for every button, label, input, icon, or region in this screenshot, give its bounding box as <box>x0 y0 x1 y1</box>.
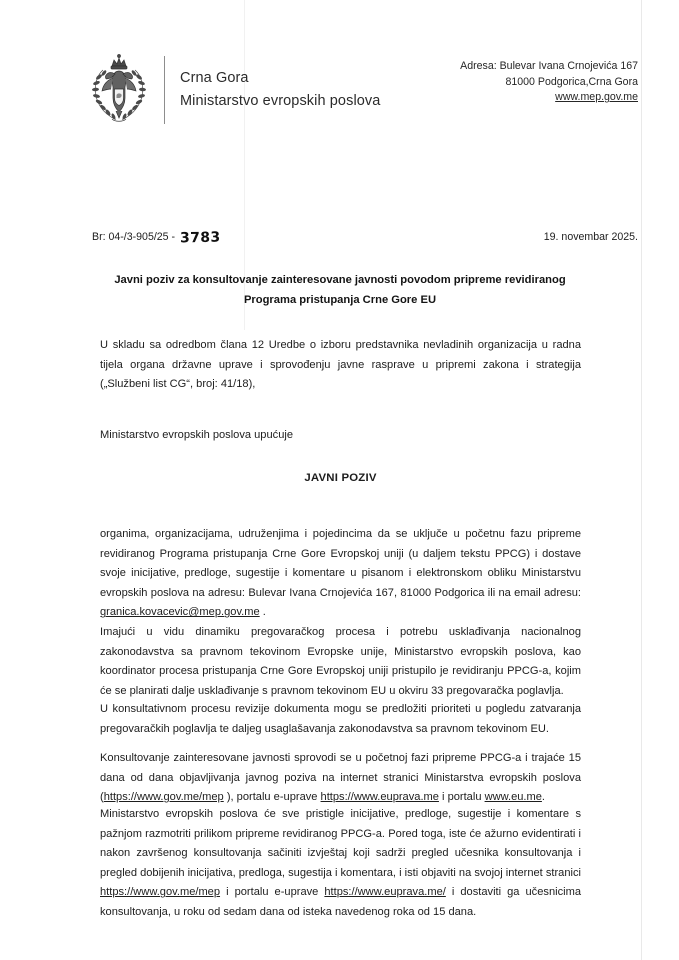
page-title: Javni poziv za konsultovanje zainteresovane javnosti povodom pripreme revidiranog Programa pristupanja Crne Gore EU <box>114 274 566 306</box>
address-city: 81000 Podgorica,Crna Gora <box>505 75 638 88</box>
reference-number-group <box>92 228 221 247</box>
consultation-text-mid: ), portalu e-uprave <box>223 791 321 804</box>
website-link[interactable]: www.mep.gov.me <box>555 91 638 104</box>
euprava-me-link[interactable]: https://www.euprava.me <box>320 791 439 804</box>
invitation-text-end: . <box>262 606 266 619</box>
letterhead-address <box>460 59 638 106</box>
paragraph-negotiation-context: Imajući u vidu dinamiku pregovaračkog procesa i potrebu usklađivanja nacionalnog zakonodavstva sa pravnom tekovinom Evropske unije, Ministarstvo evropskih poslova, kao koordinator procesa pristupanja Crne Gore Evropskoj uniji pristupilo je revidiranju PPCG-a, kojim će se planirati dalje usklađivanje s pravnom tekovinom EU u okviru 33 pregovaračka poglavlja. <box>100 626 581 697</box>
invitation-text: organima, organizacijama, udruženjima i pojedincima da se uključe u početnu fazu pripreme revidiranog Programa pristupanja Crne Gore Evropskoj uniji (u daljem tekstu PPCG) i dostave svoje inicijative, predloge, sugestije i komentare u pisanom i elektronskom obliku Ministarstvu evropskih poslova na adresu: Bulevar Ivana Crnojevića 167, 81000 Podgorica ili na email adresu: <box>100 528 581 599</box>
document-date: 19. novembar 2025. <box>543 231 638 243</box>
reporting-text: Ministarstvo evropskih poslova će sve pristigle inicijative, predloge, sugestije i komentare s pažnjom razmotriti prilikom pripreme revidiranog PPCG-a. Pored toga, iste će ažurno evidentirati i nakon završenog konsultovanja sačiniti izvještaj koji sadrži pregled učesnika konsultovanja i pregled dobijenih inicijativa, predloga, sugestija i komentara, i isti objaviti na svojoj internet stranici <box>100 808 581 879</box>
ministry-name-block <box>180 52 380 128</box>
paragraph-reporting <box>100 805 581 923</box>
paragraph-legal-basis: U skladu sa odredbom člana 12 Uredbe o izboru predstavnika nevladinih organizacija u radna tijela organa državne uprave i sprovođenju javne rasprave u pripremi zakona i strategija („Službeni list CG“, broj: 41/18), <box>100 339 581 391</box>
gov-me-mep-link[interactable]: https://www.gov.me/mep <box>103 791 224 804</box>
eu-me-link[interactable]: www.eu.me <box>484 791 542 804</box>
reference-number-label: Br: 04-/3-905/25 - <box>92 231 176 243</box>
paragraph-invitation <box>100 525 581 623</box>
letterhead-divider <box>164 56 165 124</box>
scan-artifact-line <box>641 0 642 960</box>
ministry-branding <box>88 52 380 128</box>
letterhead <box>0 52 679 142</box>
contact-email-link[interactable]: granica.kovacevic@mep.gov.me <box>100 606 260 619</box>
reporting-text-mid: i portalu e-uprave <box>220 886 325 899</box>
paragraph-priorities: U konsultativnom procesu revizije dokumenta mogu se predložiti prioriteti u pogledu zatvaranja pregovaračkih poglavlja te daljeg usaglašavanja zakonodavstva sa pravnom tekovinom EU. <box>100 703 581 735</box>
consultation-text: Konsultovanje zainteresovane javnosti sprovodi se u početnoj fazi pripreme PPCG-a i trajaće 15 dana od dana objavljivanja javnog poziva na internet stranici Ministarstva evropskih poslova ( <box>100 752 581 804</box>
paragraph-issuer: Ministarstvo evropskih poslova upućuje <box>100 429 294 441</box>
reporting-text-end: i dostaviti ga učesnicima konsultovanja, u roku od sedam dana od isteka navedenog roka od 15 dana. <box>100 886 582 918</box>
euprava-me-link-2[interactable]: https://www.euprava.me/ <box>324 886 446 899</box>
handwritten-reference-number: 3783 <box>179 229 221 247</box>
consultation-text-mid2: i portalu <box>438 791 485 804</box>
consultation-text-end: . <box>541 791 546 804</box>
gov-me-mep-link-2[interactable]: https://www.gov.me/mep <box>100 886 221 899</box>
address-street: Adresa: Bulevar Ivana Crnojevića 167 <box>460 60 638 72</box>
paragraph-consultation-period <box>100 749 581 808</box>
montenegro-coat-of-arms-icon <box>88 52 150 128</box>
ministry-name: Ministarstvo evropskih poslova <box>180 93 381 109</box>
reference-line <box>92 228 638 247</box>
call-headline: JAVNI POZIV <box>304 472 377 484</box>
country-name: Crna Gora <box>180 70 249 86</box>
